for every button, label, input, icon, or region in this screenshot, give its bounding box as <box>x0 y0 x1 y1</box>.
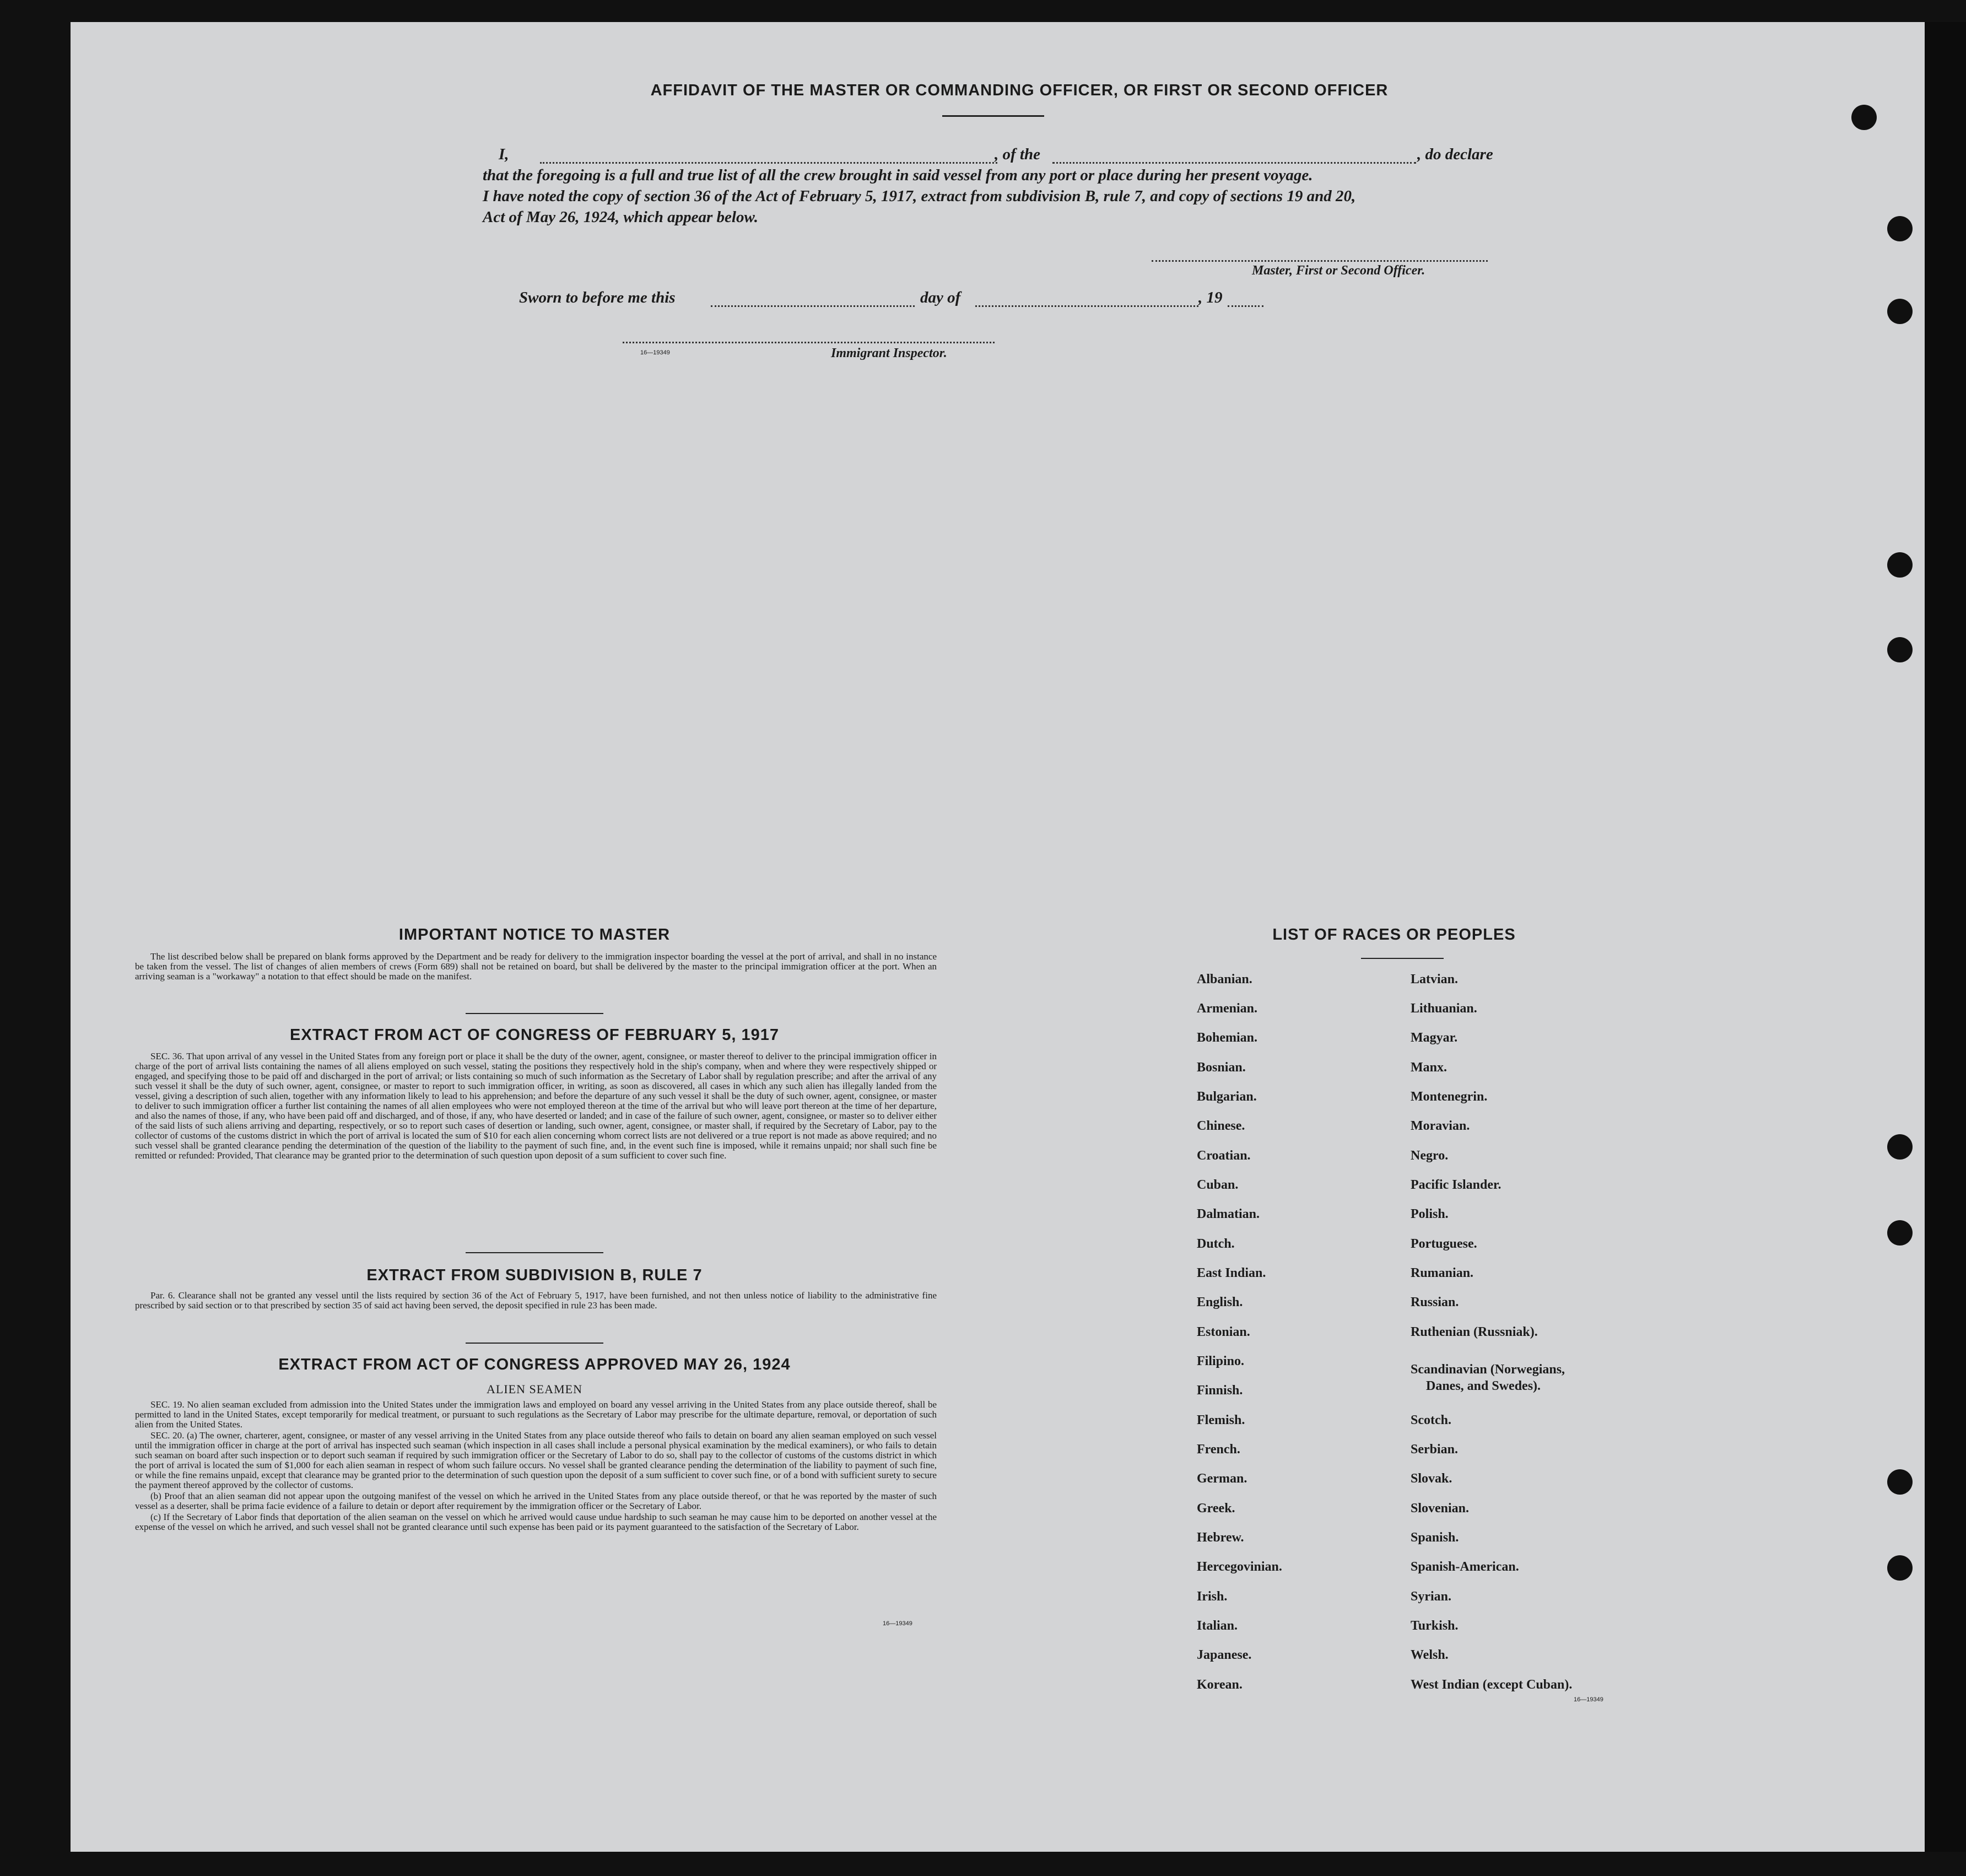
binder-hole-1 <box>1851 105 1877 130</box>
race-item: Dutch. <box>1197 1237 1235 1251</box>
race-item: Bosnian. <box>1197 1060 1246 1075</box>
races-right-column <box>1411 972 1719 1700</box>
vessel-field[interactable] <box>1052 162 1416 164</box>
race-item: West Indian (except Cuban). <box>1411 1678 1573 1692</box>
sec-20c-paragraph: (c) If the Secretary of Labor finds that deportation of the alien seaman on the vessel on which he arrived would cause undue hardship to such seaman he may cause him to be deported on another vessel at the expense of the vessel on which he arrived, and such vessel shall not be granted clearance until such expense has been paid or its payment guaranteed to the satisfaction of the Secretary of Labor. <box>135 1512 937 1532</box>
race-item: Dalmatian. <box>1197 1207 1260 1221</box>
race-item: Rumanian. <box>1411 1266 1474 1280</box>
race-item: Russian. <box>1411 1295 1459 1309</box>
race-item: English. <box>1197 1295 1243 1309</box>
race-item: Hebrew. <box>1197 1530 1244 1545</box>
inspector-label: Immigrant Inspector. <box>831 346 947 360</box>
race-item: Japanese. <box>1197 1648 1252 1662</box>
race-item: Serbian. <box>1411 1442 1459 1457</box>
race-item: Estonian. <box>1197 1325 1250 1339</box>
race-item: Moravian. <box>1411 1119 1470 1133</box>
notice-paragraph: The list described below shall be prepared on blank forms approved by the Department and be ready for delivery to the immigration inspector boarding the vessel at the port of arrival, and shall in no instance be taken from the vessel. The list of changes of alien members of crews (Form 689) shall not be retained on board, but shall be delivered by the master to the principal immigration officer at the port. When an arriving seaman is a "workaway" a notation to that effect should be made on the manifest. <box>135 951 937 982</box>
race-item: East Indian. <box>1197 1266 1266 1280</box>
race-item: Spanish-American. <box>1411 1560 1519 1574</box>
affidavit-line-4: Act of May 26, 1924, which appear below. <box>483 208 758 226</box>
race-item: Magyar. <box>1411 1031 1458 1045</box>
affidavit-line-3: I have noted the copy of section 36 of the Act of February 5, 1917, extract from subdivision B, rule 7, and copy of sections 19 and 20, <box>483 187 1356 205</box>
binder-hole-6 <box>1887 1134 1913 1160</box>
race-item: Bohemian. <box>1197 1031 1258 1045</box>
sworn-month-field[interactable] <box>975 305 1198 307</box>
par-6-paragraph: Par. 6. Clearance shall not be granted any vessel until the lists required by section 36 of the Act of February 5, 1917, have been furnished, and not then unless notice of liability to the administrative fine prescribed by said section or to that prescribed by section 35 of said act having been served, the deposit specified in rule 23 has been made. <box>135 1290 937 1311</box>
alien-seamen-subtitle: ALIEN SEAMEN <box>487 1382 582 1396</box>
affidavit-form-number: 16—19349 <box>640 349 670 356</box>
race-item: Slovenian. <box>1411 1501 1470 1516</box>
binder-hole-7 <box>1887 1220 1913 1246</box>
sec-20b-paragraph: (b) Proof that an alien seaman did not appear upon the outgoing manifest of the vessel on which he arrived in the United States from any place outside thereof, or that he was reported by the master of such vessel as a deserter, shall be prima facie evidence of a failure to detain or deport after requirement by the immigration officer or the Secretary of Labor. <box>135 1491 937 1511</box>
race-item: Ruthenian (Russniak). <box>1411 1325 1538 1339</box>
affidavit-line-2: that the foregoing is a full and true list of all the crew brought in said vessel from any port or place during her present voyage. <box>483 166 1313 184</box>
race-item: Scotch. <box>1411 1413 1451 1427</box>
sworn-year-field[interactable] <box>1228 305 1263 307</box>
binder-hole-4 <box>1887 552 1913 578</box>
race-item: Montenegrin. <box>1411 1090 1488 1104</box>
race-item: Polish. <box>1411 1207 1449 1221</box>
sec-36-paragraph: SEC. 36. That upon arrival of any vessel in the United States from any foreign port or place it shall be the duty of the owner, agent, consignee, or master thereof to deliver to the principal immigration officer in charge of the port of arrival lists containing the names of all aliens employed on such vessel, stating the positions they respectively hold in the ship's company, when and where they were respectively shipped or engaged, and specifying those to be paid off and discharged in the port of arrival; or lists containing so much of such information as the Secretary of Labor shall by regulation prescribe; and after the arrival of any such vessel it shall be the duty of such owner, agent, consignee, or master to report to such immigration officer, in writing, as soon as discovered, all cases in which any such alien has illegally landed from the vessel, giving a description of such alien, together with any information likely to lead to his apprehension; and before the departure of any such vessel it shall be the duty of such owner, agent, consignee, or master to deliver to such immigration officer a further list containing the names of all alien employees who were not employed thereon at the time of the arrival but who will leave port thereon at the time of her departure, and also the names of those, if any, who have been paid off and discharged, and of those, if any, who have deserted or landed; and in case of the failure of such owner, agent, consignee, or master so to deliver either of the said lists of such aliens arriving and departing, respectively, or so to report such cases of desertion or landing, such owner, agent, consignee, or master shall, if required by the Secretary of Labor, pay to the collector of customs of the customs district in which the port of arrival is located the sum of $10 for each alien concerning whom correct lists are not delivered or a true report is not made as above required; and no such vessel shall be granted clearance pending the determination of the question of the liability to the payment of such fine, and, in the event such fine is imposed, while it remains unpaid; nor shall such fine be remitted or refunded: Provided, That clearance may be granted prior to the determination of such question upon deposit of a sum sufficient to cover such fine. <box>135 1051 937 1161</box>
races-form-number: 16—19349 <box>1574 1696 1603 1703</box>
race-item: Cuban. <box>1197 1178 1239 1192</box>
race-item: Spanish. <box>1411 1530 1459 1545</box>
extract-1917-body <box>135 1052 937 1162</box>
signer-label: Master, First or Second Officer. <box>1252 263 1425 278</box>
race-item: Armenian. <box>1197 1001 1257 1016</box>
race-item: Korean. <box>1197 1678 1243 1692</box>
race-item: Albanian. <box>1197 972 1252 986</box>
race-item: German. <box>1197 1471 1247 1486</box>
affidavit-of-the: , of the <box>995 145 1040 163</box>
year-prefix: , 19 <box>1198 289 1223 306</box>
race-item: Lithuanian. <box>1411 1001 1477 1016</box>
races-divider <box>1361 958 1444 959</box>
sec-20a-paragraph: SEC. 20. (a) The owner, charterer, agent, consignee, or master of any vessel arriving in the United States from any place outside thereof who fails to detain on board any alien seaman employed on such vessel until the immigration officer in charge at the port of arrival has inspected such seaman (which inspection in all cases shall include a personal physical examination by the medical examiners), or who fails to detain such seaman on board after such inspection or to deport such seaman if required by such immigration officer or the Secretary of Labor to do so, shall pay to the collector of customs of the customs district in which the port of arrival is located the sum of $1,000 for each alien seaman in respect of whom such failure occurs. No vessel shall be granted clearance pending the determination of the liability to payment of such fine, or while the fine remains unpaid, except that clearance may be granted prior to the determination of such question upon the deposit of a sum sufficient to cover such fine, or of a bond with sufficient surety to secure the payment thereof approved by the collector of customs. <box>135 1430 937 1490</box>
affidavit-title: AFFIDAVIT OF THE MASTER OR COMMANDING OFFICER, OR FIRST OR SECOND OFFICER <box>650 82 1389 99</box>
race-item: Latvian. <box>1411 972 1459 986</box>
page-edge <box>1925 22 1966 1852</box>
races-title: LIST OF RACES OR PEOPLES <box>1272 926 1516 944</box>
notice-title: IMPORTANT NOTICE TO MASTER <box>398 926 671 944</box>
affidavit-i-label: I, <box>499 145 509 163</box>
notice-divider <box>466 1013 603 1014</box>
race-item: Scandinavian (Norwegians, <box>1411 1362 1565 1377</box>
subdivision-body <box>135 1291 937 1312</box>
binder-hole-5 <box>1887 637 1913 662</box>
race-item: Negro. <box>1411 1149 1449 1163</box>
race-item: Filipino. <box>1197 1354 1245 1368</box>
race-item: Turkish. <box>1411 1619 1459 1633</box>
race-item: Manx. <box>1411 1060 1447 1075</box>
name-field[interactable] <box>540 162 997 164</box>
race-item: Irish. <box>1197 1589 1228 1604</box>
sec-19-paragraph: SEC. 19. No alien seaman excluded from admission into the United States under the immigration laws and employed on board any vessel arriving in the United States from any place outside thereof, shall be permitted to land in the United States, except temporarily for medical treatment, or pursuant to such regulations as the Secretary of Labor may prescribe for the ultimate departure, removal, or deportation of such alien from the United States. <box>135 1399 937 1430</box>
sworn-label: Sworn to before me this <box>519 289 676 306</box>
race-item: Croatian. <box>1197 1149 1251 1163</box>
binder-hole-9 <box>1887 1555 1913 1581</box>
notice-body <box>135 952 937 983</box>
race-item: Welsh. <box>1411 1648 1449 1662</box>
extract-1917-divider <box>466 1252 603 1253</box>
race-item: Italian. <box>1197 1619 1238 1633</box>
race-item: Finnish. <box>1197 1383 1243 1398</box>
race-item: Slovak. <box>1411 1471 1452 1486</box>
binder-hole-2 <box>1887 216 1913 241</box>
binder-hole-8 <box>1887 1469 1913 1495</box>
extract-1924-body <box>135 1400 937 1533</box>
race-item: Danes, and Swedes). <box>1426 1379 1541 1393</box>
race-item: Pacific Islander. <box>1411 1178 1501 1192</box>
races-left-column <box>1197 972 1406 1700</box>
inspector-signature-field[interactable] <box>623 342 995 343</box>
race-item: Hercegovinian. <box>1197 1560 1282 1574</box>
subdivision-divider <box>466 1343 603 1344</box>
binder-hole-3 <box>1887 299 1913 324</box>
race-item: Syrian. <box>1411 1589 1452 1604</box>
extract-1917-title: EXTRACT FROM ACT OF CONGRESS OF FEBRUARY 5, 1917 <box>289 1026 780 1044</box>
race-item: Greek. <box>1197 1501 1235 1516</box>
extract-1924-title: EXTRACT FROM ACT OF CONGRESS APPROVED MAY 26, 1924 <box>278 1356 791 1373</box>
race-item: Bulgarian. <box>1197 1090 1257 1104</box>
subdivision-title: EXTRACT FROM SUBDIVISION B, RULE 7 <box>366 1266 703 1284</box>
race-item: Chinese. <box>1197 1119 1245 1133</box>
extract-1924-form-number: 16—19349 <box>883 1620 912 1627</box>
race-item: French. <box>1197 1442 1240 1457</box>
title-divider <box>942 115 1044 117</box>
affidavit-do-declare: , do declare <box>1417 145 1493 163</box>
signature-field[interactable] <box>1152 260 1488 262</box>
race-item: Portuguese. <box>1411 1237 1477 1251</box>
sworn-day-field[interactable] <box>711 305 915 307</box>
race-item: Flemish. <box>1197 1413 1245 1427</box>
day-of-label: day of <box>920 289 961 306</box>
